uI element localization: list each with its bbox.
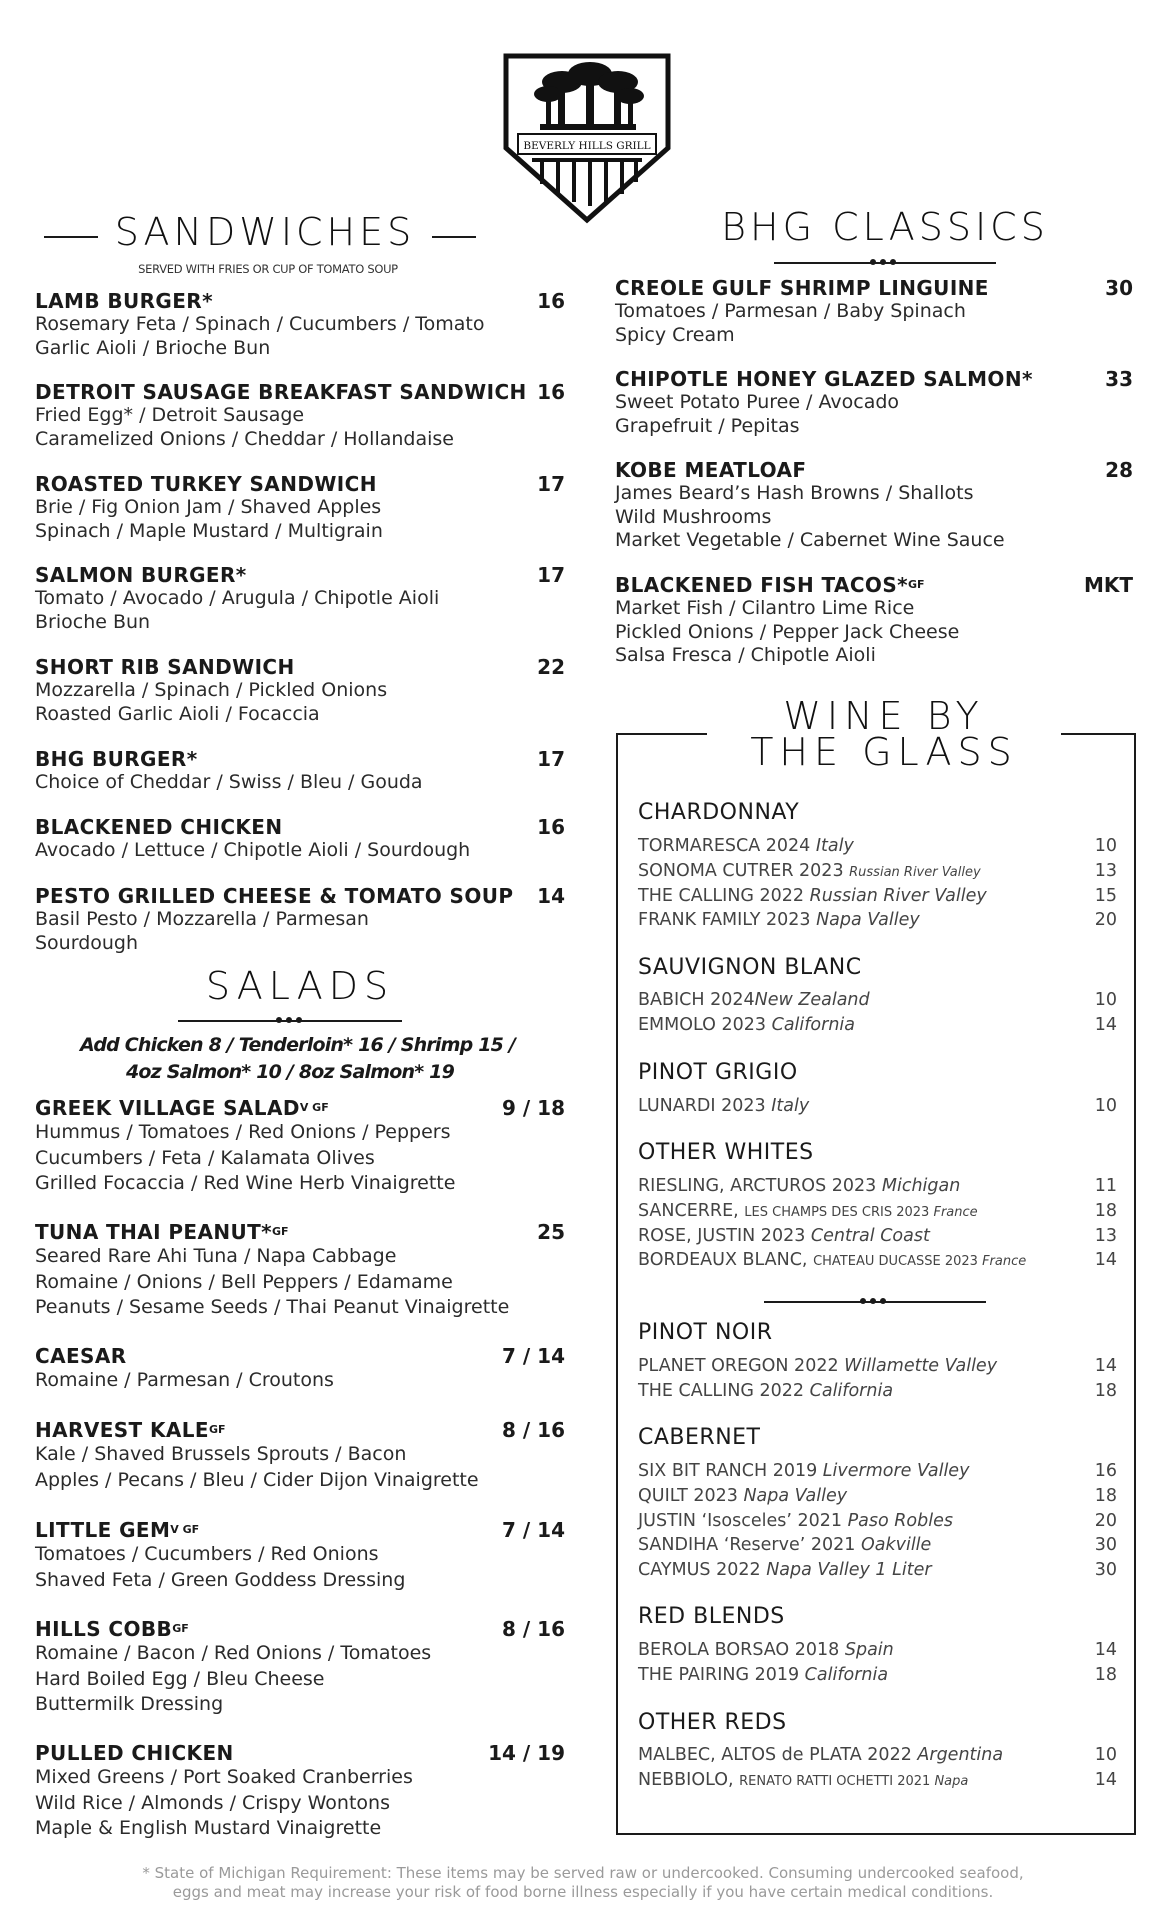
wine-name (638, 1226, 930, 1246)
wine-name (638, 1486, 847, 1506)
wine-label: SONOMA CUTRER 2023 (638, 860, 850, 881)
salads-title: SALADS (205, 964, 395, 1008)
wine-region: California (804, 1664, 889, 1685)
wine-row (638, 1665, 1117, 1690)
item-description-line: Wild Mushrooms (615, 505, 772, 528)
wine-label: BABICH 2024 (638, 990, 755, 1010)
item-price: 16 (537, 289, 565, 313)
item-description-line: Tomatoes / Cucumbers / Red Onions (35, 1543, 379, 1565)
wine-label: EMMOLO 2023 (638, 1014, 772, 1035)
item-name (35, 1345, 565, 1368)
item-diet-tag: GF (208, 1423, 226, 1436)
wine-region: Michigan (881, 1176, 961, 1196)
footer-line2: eggs and meat may increase your risk of food borne illness especially if you have certain medical conditions. (172, 1883, 994, 1901)
item-price: 28 (1105, 458, 1133, 482)
sandwiches-rule-left (44, 236, 98, 238)
sandwiches-title: SANDWICHES (114, 210, 416, 254)
wine-price: 14 (1094, 1356, 1117, 1376)
item-price: MKT (1083, 573, 1133, 597)
wine-row (638, 1250, 1117, 1275)
wine-row (638, 1381, 1117, 1406)
menu-item (35, 1419, 565, 1493)
item-description-line: Maple & English Mustard Vinaigrette (35, 1817, 382, 1839)
item-description-line: Grilled Focaccia / Red Wine Herb Vinaigrette (35, 1172, 456, 1194)
menu-item (35, 473, 565, 543)
item-name-text: HARVEST KALE (35, 1418, 209, 1442)
wine-name (638, 1356, 997, 1376)
item-description-line: Seared Rare Ahi Tuna / Napa Cabbage (35, 1245, 397, 1267)
item-description-line: Sourdough (35, 931, 139, 954)
classics-title: BHG CLASSICS (721, 205, 1049, 249)
item-price: 22 (537, 655, 565, 679)
menu-item (35, 1618, 565, 1718)
item-description-line: Basil Pesto / Mozzarella / Parmesan (35, 908, 369, 930)
item-price: 17 (537, 472, 565, 496)
wine-title-line2: THE GLASS (750, 730, 1018, 774)
wine-price: 15 (1094, 885, 1117, 906)
wine-name (638, 1770, 968, 1790)
item-name (35, 885, 565, 908)
wine-price: 30 (1094, 1535, 1117, 1556)
wine-label: PLANET OREGON 2022 (638, 1356, 845, 1376)
wine-region: France (933, 1204, 978, 1220)
menu-item (35, 816, 565, 863)
wine-row (638, 1461, 1117, 1486)
item-name (35, 1519, 565, 1542)
item-name-text: ROASTED TURKEY SANDWICH (35, 472, 377, 496)
menu-item (35, 748, 565, 795)
wine-price: 30 (1094, 1560, 1117, 1581)
wine-region: Oakville (860, 1535, 932, 1556)
wine-label: TORMARESCA 2024 (638, 836, 816, 856)
item-description-line: Shaved Feta / Green Goddess Dressing (35, 1568, 406, 1591)
item-name-text: HILLS COBB (35, 1617, 173, 1641)
wine-region: California (771, 1014, 856, 1035)
item-price: 14 (537, 884, 565, 908)
wine-label: THE CALLING 2022 (638, 885, 810, 906)
item-description-line: Romaine / Parmesan / Croutons (35, 1369, 334, 1391)
item-description-line: Romaine / Onions / Bell Peppers / Edamame (35, 1270, 453, 1293)
wine-name (638, 836, 854, 856)
wine-row (638, 1096, 1117, 1121)
wine-row (638, 1640, 1117, 1665)
wine-label: BORDEAUX BLANC, (638, 1250, 814, 1271)
wine-category-title: PINOT NOIR (638, 1320, 773, 1345)
item-diet-tag: GF (908, 578, 925, 591)
wine-region: California (809, 1380, 894, 1401)
wine-region: New Zealand (754, 990, 870, 1010)
wine-price: 18 (1094, 1485, 1117, 1506)
wine-row (638, 1745, 1117, 1770)
wine-label: JUSTIN ‘Isosceles’ 2021 (638, 1510, 848, 1531)
wine-row (638, 1535, 1117, 1560)
item-description-line: James Beard’s Hash Browns / Shallots (615, 482, 974, 504)
item-diet-tag: V GF (170, 1523, 200, 1536)
item-description-line: Choice of Cheddar / Swiss / Bleu / Gouda (35, 771, 423, 793)
wine-name (638, 1511, 953, 1531)
wine-producer: LES CHAMPS DES CRIS 2023 (744, 1204, 934, 1220)
item-name-text: BLACKENED FISH TACOS* (615, 573, 908, 597)
item-description-line: Romaine / Bacon / Red Onions / Tomatoes (35, 1642, 432, 1664)
item-description-line: Caramelized Onions / Cheddar / Hollandaise (35, 427, 454, 450)
wine-producer: RENATO RATTI OCHETTI 2021 (739, 1773, 935, 1789)
item-diet-tag: GF (172, 1622, 189, 1635)
sandwiches-rule-right (432, 236, 476, 238)
wine-label: CAYMUS 2022 (638, 1560, 767, 1581)
item-description-line: Kale / Shaved Brussels Sprouts / Bacon (35, 1443, 407, 1465)
wine-label: QUILT 2023 (638, 1485, 744, 1506)
wine-label: ROSE, JUSTIN 2023 (638, 1225, 811, 1246)
menu-item (615, 574, 1133, 668)
wine-label: RIESLING, ARCTUROS 2023 (638, 1176, 882, 1196)
item-description-line: Fried Egg* / Detroit Sausage (35, 404, 305, 426)
wine-row (638, 1511, 1117, 1536)
salads-addons-line2: 4oz Salmon* 10 / 8oz Salmon* 19 (125, 1061, 455, 1083)
wine-label: SIX BIT RANCH 2019 (638, 1461, 823, 1481)
wine-region: Willamette Valley (844, 1356, 998, 1376)
wine-label: THE PAIRING 2019 (638, 1664, 805, 1685)
wine-region: Napa Valley 1 Liter (766, 1560, 932, 1581)
item-name-text: PESTO GRILLED CHEESE & TOMATO SOUP (35, 884, 514, 908)
wine-price: 18 (1094, 1664, 1117, 1685)
wine-price: 14 (1094, 1250, 1117, 1271)
wine-name (638, 1640, 894, 1660)
item-name-text: BLACKENED CHICKEN (35, 815, 283, 839)
item-description-line: Market Fish / Cilantro Lime Rice (615, 597, 915, 619)
menu-item (615, 277, 1133, 347)
wine-label: SANCERRE, (638, 1200, 745, 1221)
wine-region: Argentina (917, 1745, 1004, 1765)
item-name-text: LITTLE GEM (35, 1518, 171, 1542)
item-name-text: CREOLE GULF SHRIMP LINGUINE (615, 276, 989, 300)
wine-name (638, 910, 920, 930)
item-name (615, 277, 1133, 300)
item-description-line: Mozzarella / Spinach / Pickled Onions (35, 679, 388, 701)
item-name (35, 290, 565, 313)
wine-label: NEBBIOLO, (638, 1769, 740, 1790)
menu-item (35, 1097, 565, 1197)
item-description-line: Buttermilk Dressing (35, 1693, 224, 1715)
wine-region: Russian River Valley (809, 885, 987, 906)
item-name (35, 1221, 565, 1244)
wine-price: 13 (1094, 860, 1117, 881)
item-description-line: Market Vegetable / Cabernet Wine Sauce (615, 529, 1005, 551)
item-description-line: Pickled Onions / Pepper Jack Cheese (615, 620, 960, 643)
item-price: 30 (1105, 276, 1133, 300)
wine-row (638, 1226, 1117, 1251)
item-name (35, 1419, 565, 1442)
wine-title-line1: WINE BY (783, 694, 985, 738)
item-description-line: Tomatoes / Parmesan / Baby Spinach (615, 300, 966, 322)
item-description-line: Mixed Greens / Port Soaked Cranberries (35, 1766, 413, 1788)
wine-price: 20 (1094, 1510, 1117, 1531)
wine-price: 16 (1094, 1461, 1117, 1481)
item-description-line: Tomato / Avocado / Arugula / Chipotle Aioli (35, 587, 440, 609)
wine-price: 13 (1094, 1225, 1117, 1246)
wine-price: 14 (1094, 1014, 1117, 1035)
classics-dots (870, 259, 900, 269)
item-description-line: Rosemary Feta / Spinach / Cucumbers / Tomato (35, 313, 485, 335)
item-price: 16 (537, 815, 565, 839)
wine-category-title: OTHER WHITES (638, 1140, 814, 1165)
wine-name (638, 1250, 1026, 1270)
wine-label: SANDIHA ‘Reserve’ 2021 (638, 1535, 861, 1556)
wine-region: France (982, 1254, 1027, 1270)
item-description-line: Brioche Bun (35, 610, 151, 633)
wine-price: 18 (1094, 1380, 1117, 1401)
item-name-text: SHORT RIB SANDWICH (35, 655, 295, 679)
item-price: 14 / 19 (488, 1741, 565, 1765)
item-price: 25 (537, 1220, 565, 1244)
item-description-line: Cucumbers / Feta / Kalamata Olives (35, 1146, 375, 1169)
wine-row (638, 1770, 1117, 1795)
wine-producer: CHATEAU DUCASSE 2023 (813, 1254, 983, 1270)
item-name (35, 564, 565, 587)
wine-price: 11 (1094, 1176, 1117, 1196)
item-price: 33 (1105, 367, 1133, 391)
wine-region: Napa Valley (816, 910, 920, 931)
item-name-text: GREEK VILLAGE SALAD (35, 1096, 300, 1120)
item-diet-tag: GF (272, 1225, 289, 1238)
item-price: 8 / 16 (502, 1617, 565, 1641)
item-diet-tag: V GF (299, 1101, 329, 1114)
salads-dots (276, 1017, 306, 1027)
item-name (35, 1097, 565, 1120)
wine-label: LUNARDI 2023 (638, 1096, 772, 1116)
item-price: 9 / 18 (502, 1096, 565, 1120)
item-name (35, 816, 565, 839)
wine-name (638, 1381, 893, 1401)
wine-category-title: CABERNET (638, 1425, 761, 1450)
wine-region: Russian River Valley (849, 864, 981, 880)
item-name-text: CAESAR (35, 1344, 127, 1368)
item-description-line: Wild Rice / Almonds / Crispy Wontons (35, 1791, 390, 1814)
item-description-line: Brie / Fig Onion Jam / Shaved Apples (35, 496, 382, 518)
item-name (35, 381, 565, 404)
wine-region: Paso Robles (847, 1510, 953, 1531)
wine-name (638, 1665, 888, 1685)
wine-row (638, 1176, 1117, 1201)
footer-disclaimer (0, 1864, 1166, 1902)
wine-label: BEROLA BORSAO 2018 (638, 1640, 845, 1660)
item-description-line: Avocado / Lettuce / Chipotle Aioli / Sourdough (35, 839, 471, 861)
wine-name (638, 1201, 978, 1221)
item-name-text: SALMON BURGER* (35, 563, 247, 587)
wine-label: MALBEC, ALTOS de PLATA 2022 (638, 1745, 918, 1765)
wine-row (638, 910, 1117, 935)
wine-price: 10 (1094, 1096, 1117, 1116)
item-price: 17 (537, 563, 565, 587)
wine-name (638, 1096, 809, 1116)
item-price: 8 / 16 (502, 1418, 565, 1442)
item-description-line: Apples / Pecans / Bleu / Cider Dijon Vinaigrette (35, 1468, 479, 1491)
menu-item (35, 1345, 565, 1394)
wine-price: 10 (1094, 1745, 1117, 1765)
wine-row (638, 1560, 1117, 1585)
menu-item (615, 368, 1133, 438)
wine-row (638, 1201, 1117, 1226)
item-description-line: Peanuts / Sesame Seeds / Thai Peanut Vinaigrette (35, 1296, 510, 1318)
wine-name (638, 1745, 1003, 1765)
sandwiches-subtitle: SERVED WITH FRIES OR CUP OF TOMATO SOUP (138, 262, 398, 276)
item-name (615, 459, 1133, 482)
wine-name (638, 1535, 931, 1555)
menu-item (35, 885, 565, 955)
wine-price: 18 (1094, 1200, 1117, 1221)
item-name (35, 473, 565, 496)
wine-divider-dots (860, 1298, 890, 1308)
wine-row (638, 836, 1117, 861)
item-description-line: Grapefruit / Pepitas (615, 414, 800, 437)
wine-region: Italy (771, 1096, 810, 1116)
wine-price: 14 (1094, 1640, 1117, 1660)
menu-item (35, 290, 565, 360)
wine-name (638, 990, 870, 1010)
item-name-text: LAMB BURGER* (35, 289, 213, 313)
item-name (35, 656, 565, 679)
menu-item (615, 459, 1133, 553)
wine-name (638, 1560, 932, 1580)
wine-category-title: CHARDONNAY (638, 800, 800, 825)
wine-category-title: RED BLENDS (638, 1604, 785, 1629)
wine-name (638, 861, 981, 881)
logo-text: BEVERLY HILLS GRILL (523, 140, 651, 152)
item-description-line: Garlic Aioli / Brioche Bun (35, 336, 271, 359)
wine-category-title: OTHER REDS (638, 1710, 787, 1735)
menu-item (35, 381, 565, 451)
wine-name (638, 1461, 969, 1481)
wine-region: Spain (844, 1640, 894, 1660)
item-name-text: KOBE MEATLOAF (615, 458, 807, 482)
item-name-text: BHG BURGER* (35, 747, 198, 771)
wine-category-title: PINOT GRIGIO (638, 1060, 798, 1085)
wine-price: 10 (1094, 990, 1117, 1010)
menu-item (35, 1519, 565, 1593)
wine-label: THE CALLING 2022 (638, 1380, 810, 1401)
item-description-line: Spinach / Maple Mustard / Multigrain (35, 519, 383, 542)
wine-label: FRANK FAMILY 2023 (638, 910, 817, 931)
wine-row (638, 1486, 1117, 1511)
wine-name (638, 1015, 855, 1035)
item-price: 7 / 14 (502, 1518, 565, 1542)
wine-row (638, 886, 1117, 911)
item-description-line: Hard Boiled Egg / Bleu Cheese (35, 1667, 325, 1690)
item-name (615, 574, 1133, 597)
wine-row (638, 1356, 1117, 1381)
item-description-line: Salsa Fresca / Chipotle Aioli (615, 644, 876, 666)
item-price: 16 (537, 380, 565, 404)
item-name (615, 368, 1133, 391)
item-description-line: Spicy Cream (615, 323, 735, 346)
salads-addons-line1: Add Chicken 8 / Tenderloin* 16 / Shrimp 15 / (80, 1034, 516, 1056)
menu-item (35, 1742, 565, 1842)
wine-row (638, 861, 1117, 886)
wine-category-title: SAUVIGNON BLANC (638, 955, 862, 980)
item-description-line: Hummus / Tomatoes / Red Onions / Peppers (35, 1121, 451, 1143)
wine-row (638, 990, 1117, 1015)
wine-price: 20 (1094, 910, 1117, 931)
wine-region: Central Coast (810, 1225, 930, 1246)
wine-price: 14 (1094, 1769, 1117, 1790)
beverly-hills-grill-logo (500, 52, 674, 224)
item-name (35, 1742, 565, 1765)
wine-region: Italy (815, 836, 854, 856)
wine-row (638, 1015, 1117, 1040)
item-description-line: Roasted Garlic Aioli / Focaccia (35, 702, 320, 725)
wine-name (638, 1176, 960, 1196)
footer-line1: * State of Michigan Requirement: These items may be served raw or undercooked. Consuming undercooked seafood, (142, 1864, 1024, 1882)
item-price: 7 / 14 (502, 1344, 565, 1368)
wine-name (638, 886, 987, 906)
menu-item (35, 564, 565, 634)
item-name-text: PULLED CHICKEN (35, 1741, 234, 1765)
item-name-text: TUNA THAI PEANUT* (35, 1220, 273, 1244)
menu-item (35, 656, 565, 726)
item-name (35, 748, 565, 771)
item-price: 17 (537, 747, 565, 771)
item-description-line: Sweet Potato Puree / Avocado (615, 391, 900, 413)
item-name-text: CHIPOTLE HONEY GLAZED SALMON* (615, 367, 1033, 391)
wine-region: Napa (934, 1773, 969, 1789)
wine-region: Livermore Valley (822, 1461, 970, 1481)
item-name-text: DETROIT SAUSAGE BREAKFAST SANDWICH (35, 380, 527, 404)
wine-region: Napa Valley (743, 1485, 848, 1506)
wine-price: 10 (1094, 836, 1117, 856)
item-name (35, 1618, 565, 1641)
menu-item (35, 1221, 565, 1321)
